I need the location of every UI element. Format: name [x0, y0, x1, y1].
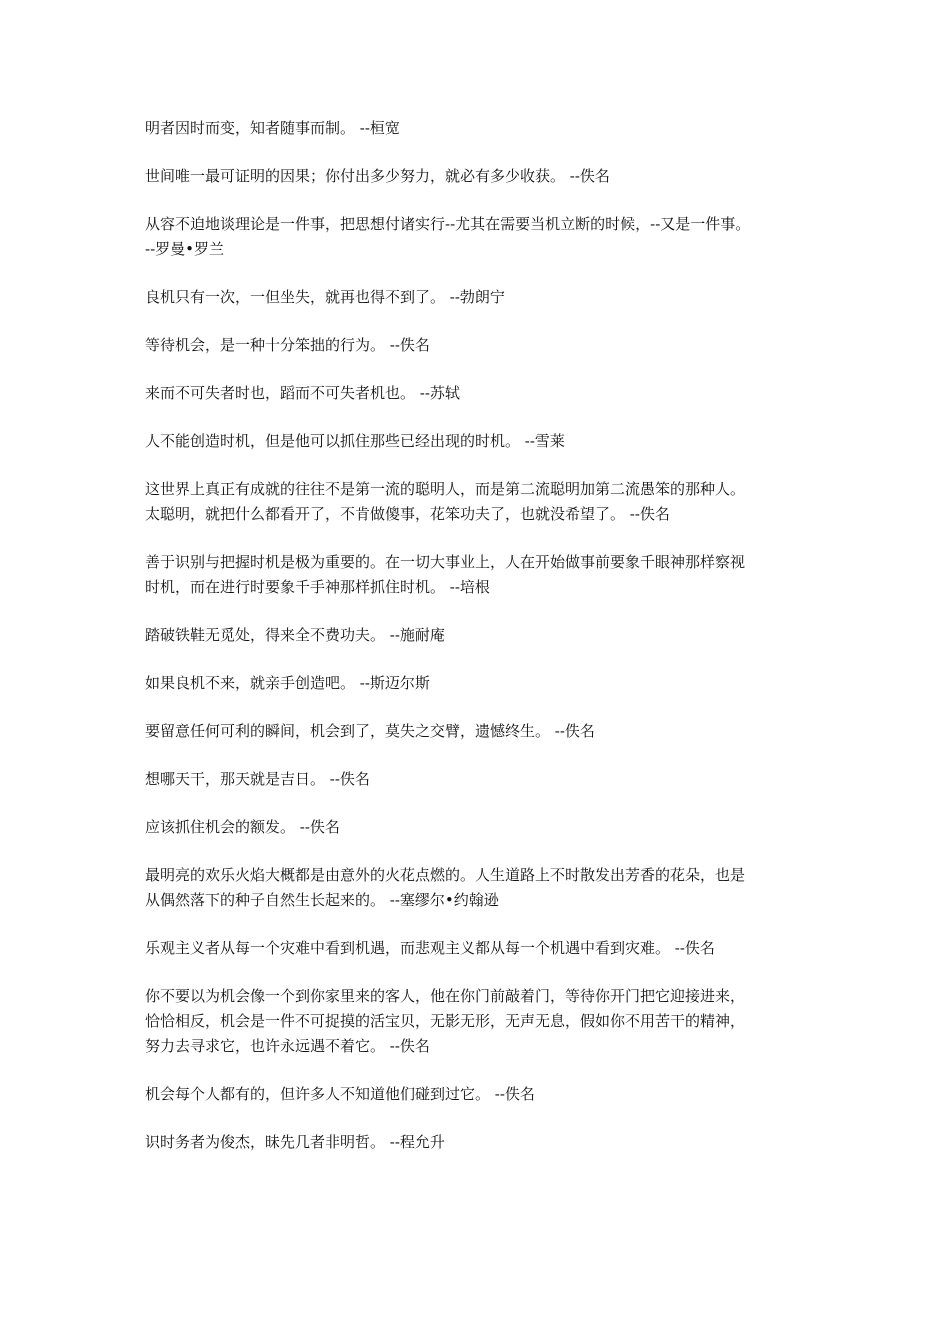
- quote-paragraph: [145, 984, 810, 1059]
- quote-line: 努力去寻求它，也许永远遇不着它。 --佚名: [145, 1037, 430, 1055]
- quote-line: 明者因时而变，知者随事而制。 --桓宽: [145, 119, 400, 137]
- quote-line: 乐观主义者从每一个灾难中看到机遇，而悲观主义都从每一个机遇中看到灾难。 --佚名: [145, 939, 715, 957]
- quote-line: 太聪明，就把什么都看开了，不肯做傻事，花笨功夫了，也就没希望了。 --佚名: [145, 505, 670, 523]
- quote-line: 来而不可失者时也，蹈而不可失者机也。 --苏轼: [145, 384, 460, 402]
- quote-line: 良机只有一次，一但坐失，就再也得不到了。 --勃朗宁: [145, 288, 505, 306]
- quote-paragraph: [145, 381, 810, 406]
- quote-paragraph: [145, 116, 810, 141]
- quote-paragraph: [145, 863, 810, 913]
- quote-paragraph: [145, 719, 810, 744]
- quote-line: 想哪天干，那天就是吉日。 --佚名: [145, 770, 370, 788]
- quote-paragraph: [145, 164, 810, 189]
- quote-paragraph: [145, 429, 810, 454]
- quote-line: 世间唯一最可证明的因果；你付出多少努力，就必有多少收获。 --佚名: [145, 167, 610, 185]
- quote-paragraph: [145, 212, 810, 262]
- quote-line: 踏破铁鞋无觅处，得来全不费功夫。 --施耐庵: [145, 626, 445, 644]
- quote-line: 要留意任何可利的瞬间，机会到了，莫失之交臂，遗憾终生。 --佚名: [145, 722, 595, 740]
- quote-line: 人不能创造时机，但是他可以抓住那些已经出现的时机。 --雪莱: [145, 432, 565, 450]
- quote-paragraph: [145, 1082, 810, 1107]
- quote-line: --罗曼•罗兰: [145, 240, 224, 258]
- quote-line: 识时务者为俊杰，昧先几者非明哲。 --程允升: [145, 1133, 445, 1151]
- quote-line: 恰恰相反，机会是一件不可捉摸的活宝贝，无影无形，无声无息，假如你不用苦干的精神，: [145, 1012, 746, 1030]
- quote-paragraph: [145, 285, 810, 310]
- quote-line: 善于识别与把握时机是极为重要的。在一切大事业上，人在开始做事前要象千眼神那样察视: [145, 553, 746, 571]
- quote-line: 机会每个人都有的，但许多人不知道他们碰到过它。 --佚名: [145, 1085, 535, 1103]
- quote-line: 等待机会，是一种十分笨拙的行为。 --佚名: [145, 336, 430, 354]
- quote-paragraph: [145, 815, 810, 840]
- quote-line: 时机，而在进行时要象千手神那样抓住时机。 --培根: [145, 578, 490, 596]
- quote-paragraph: [145, 767, 810, 792]
- quote-paragraph: [145, 333, 810, 358]
- quote-paragraph: [145, 550, 810, 600]
- quote-line: 最明亮的欢乐火焰大概都是由意外的火花点燃的。人生道路上不时散发出芳香的花朵，也是: [145, 866, 746, 884]
- quote-paragraph: [145, 936, 810, 961]
- document-page: [145, 116, 810, 1178]
- quote-line: 从容不迫地谈理论是一件事，把思想付诸实行--尤其在需要当机立断的时候，--又是一件事。: [145, 215, 751, 233]
- quote-paragraph: [145, 623, 810, 648]
- quote-line: 这世界上真正有成就的往往不是第一流的聪明人，而是第二流聪明加第二流愚笨的那种人。: [145, 480, 746, 498]
- quote-line: 你不要以为机会像一个到你家里来的客人，他在你门前敲着门，等待你开门把它迎接进来，: [145, 987, 746, 1005]
- quote-line: 从偶然落下的种子自然生长起来的。 --塞缪尔•约翰逊: [145, 891, 499, 909]
- quote-paragraph: [145, 477, 810, 527]
- quote-line: 应该抓住机会的额发。 --佚名: [145, 818, 340, 836]
- quote-paragraph: [145, 1130, 810, 1155]
- quote-line: 如果良机不来，就亲手创造吧。 --斯迈尔斯: [145, 674, 430, 692]
- quote-paragraph: [145, 671, 810, 696]
